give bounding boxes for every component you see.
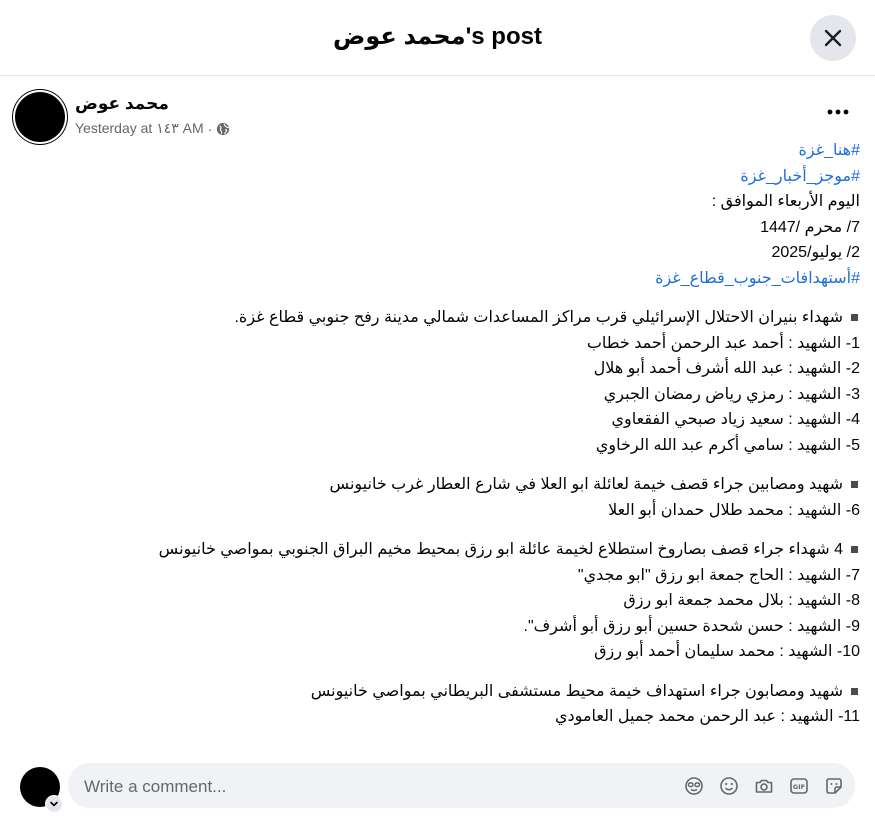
dialog-header [0, 0, 875, 76]
post-text [15, 138, 860, 769]
comment-input[interactable] [82, 763, 666, 810]
martyr-list-item: 2- الشهيد : عبد الله أشرف أحمد أبو هلال [593, 360, 860, 377]
square-bullet-icon [851, 688, 858, 695]
sticker-button[interactable] [822, 774, 845, 797]
headline-text: 4 شهداء جراء قصف بصاروخ استطلاع لخيمة عائلة ابو رزق بمحيط مخيم البراق الجنوبي بمواصي خانيونس [158, 541, 843, 558]
post-paragraph [15, 537, 860, 665]
svg-text:GIF: GIF [792, 782, 805, 791]
meta-separator: · [207, 120, 213, 137]
avatar-sticker-button[interactable] [682, 774, 705, 797]
close-button[interactable] [810, 15, 856, 61]
avatar-dropdown-button[interactable] [45, 795, 63, 813]
more-options-icon [827, 109, 849, 115]
post-line: 2/ يوليو/2025 [771, 244, 860, 261]
martyr-list-item: 4- الشهيد : سعيد زياد صبحي الفقعاوي [611, 411, 860, 428]
hashtag-link[interactable]: #أستهدافات_جنوب_قطاع_غزة [655, 269, 860, 287]
gif-icon [789, 776, 809, 796]
close-icon [823, 28, 843, 48]
hashtag-link[interactable]: #موجز_أخبار_غزة [740, 167, 860, 185]
camera-icon [754, 776, 774, 796]
hashtag-link[interactable]: #هنا_غزة [798, 142, 860, 159]
post-paragraph [15, 472, 860, 523]
square-bullet-icon [851, 481, 858, 488]
dialog-title: محمد عوض's post [333, 23, 542, 50]
martyr-list-item: 9- الشهيد : حسن شحدة حسين أبو رزق أبو أشرف". [523, 617, 860, 635]
paragraph-headline [15, 305, 860, 331]
post-timestamp[interactable]: Yesterday at ١٤٣ AM [75, 120, 204, 136]
martyr-list-item: 10- الشهيد : محمد سليمان أحمد أبو رزق [594, 643, 860, 660]
martyr-list-item: 5- الشهيد : سامي أكرم عبد الله الرخاوي [595, 436, 860, 454]
gif-button[interactable] [787, 774, 810, 797]
square-bullet-icon [851, 314, 858, 321]
author-name[interactable]: محمد عوض [75, 94, 169, 113]
martyr-list-item: 1- الشهيد : أحمد عبد الرحمن أحمد خطاب [586, 334, 860, 352]
emoji-icon [719, 776, 739, 796]
comment-composer [0, 745, 875, 832]
post-paragraph [15, 305, 860, 458]
square-bullet-icon [851, 546, 858, 553]
post-line: اليوم الأربعاء الموافق : [711, 193, 860, 210]
martyr-list-item: 8- الشهيد : بلال محمد جمعة ابو رزق [623, 592, 860, 609]
headline-text: شهيد ومصابون جراء استهداف خيمة محيط مستشفى البريطاني بمواصي خانيونس [310, 682, 843, 700]
post-scroll-area[interactable] [0, 76, 875, 744]
more-options-button[interactable] [824, 102, 852, 122]
headline-text: شهداء بنيران الاحتلال الإسرائيلي قرب مراكز المساعدات شمالي مدينة رفح جنوبي قطاع غزة. [234, 309, 843, 326]
author-avatar[interactable] [15, 92, 65, 142]
sticker-icon [824, 776, 844, 796]
post-meta [75, 120, 230, 137]
emoji-button[interactable] [717, 774, 740, 797]
paragraph-headline [15, 472, 860, 498]
comment-box[interactable] [68, 763, 855, 808]
martyr-list-item: 6- الشهيد : محمد طلال حمدان أبو العلا [608, 501, 860, 519]
post-paragraph [15, 679, 860, 730]
comment-tools [682, 774, 845, 797]
avatar-sticker-icon [684, 776, 704, 796]
camera-button[interactable] [752, 774, 775, 797]
post-line: 7/ محرم /1447 [760, 218, 860, 236]
paragraph-headline [15, 537, 860, 563]
globe-icon[interactable] [216, 122, 230, 136]
martyr-list-item: 7- الشهيد : الحاج جمعة ابو رزق "ابو مجدي" [577, 566, 860, 584]
paragraph-headline [15, 679, 860, 705]
martyr-list-item: 11- الشهيد : عبد الرحمن محمد جميل العامودي [555, 708, 860, 725]
headline-text: شهيد ومصابين جراء قصف خيمة لعائلة ابو العلا في شارع العطار غرب خانيونس [329, 476, 843, 493]
chevron-down-icon [49, 799, 59, 809]
martyr-list-item: 3- الشهيد : رمزي رياض رمضان الجبري [603, 385, 860, 403]
